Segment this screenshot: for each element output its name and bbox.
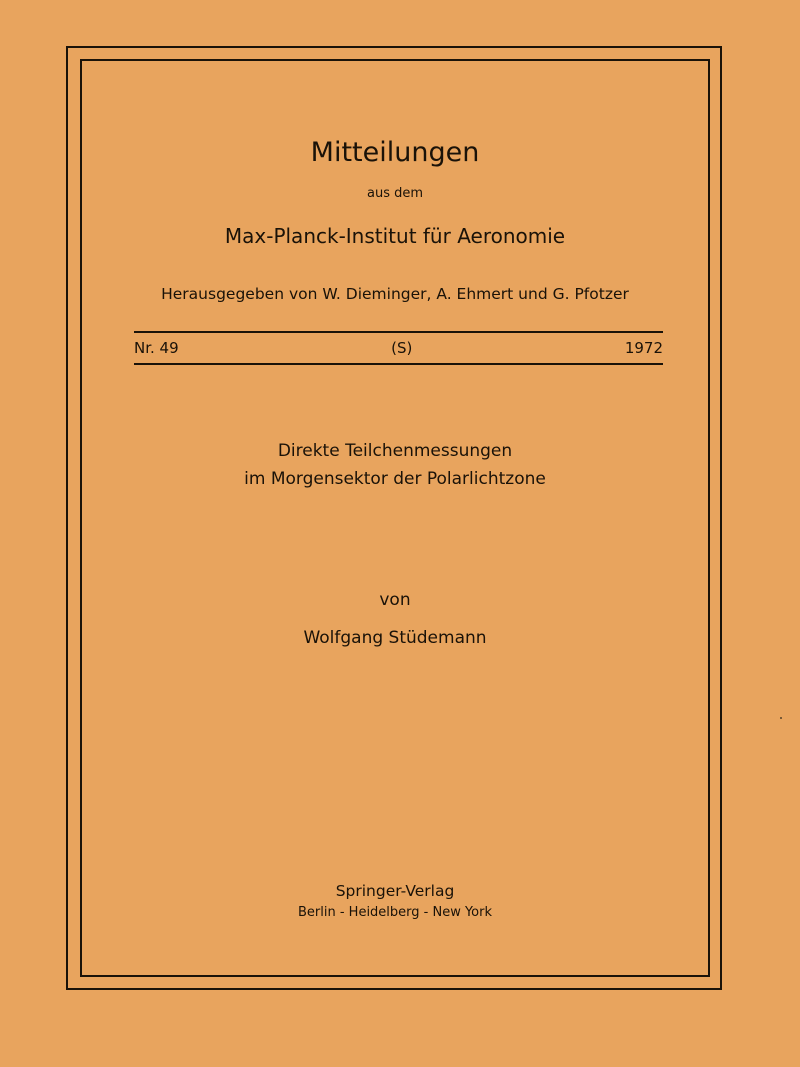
work-title-line-2: im Morgensektor der Polarlichtzone <box>244 469 546 489</box>
issue-row <box>134 339 663 357</box>
issue-number: Nr. 49 <box>134 339 179 357</box>
issue-year: 1972 <box>624 339 663 357</box>
publisher-name: Springer-Verlag <box>335 882 455 900</box>
by-label: von <box>379 590 411 610</box>
author-name: Wolfgang Stüdemann <box>303 628 487 648</box>
editors-line: Herausgegeben von W. Dieminger, A. Ehmert und G. Pfotzer <box>161 285 629 303</box>
issue-rule-bottom <box>134 363 663 365</box>
institute-name: Max-Planck-Institut für Aeronomie <box>224 224 566 248</box>
publisher-places: Berlin - Heidelberg - New York <box>297 905 493 920</box>
issue-rule-top <box>134 331 663 333</box>
issue-supplement: (S) <box>391 339 413 357</box>
edge-mark <box>780 717 782 719</box>
work-title-line-1: Direkte Teilchenmessungen <box>277 441 513 461</box>
from-the-label: aus dem <box>366 186 424 201</box>
series-title: Mitteilungen <box>310 137 480 168</box>
